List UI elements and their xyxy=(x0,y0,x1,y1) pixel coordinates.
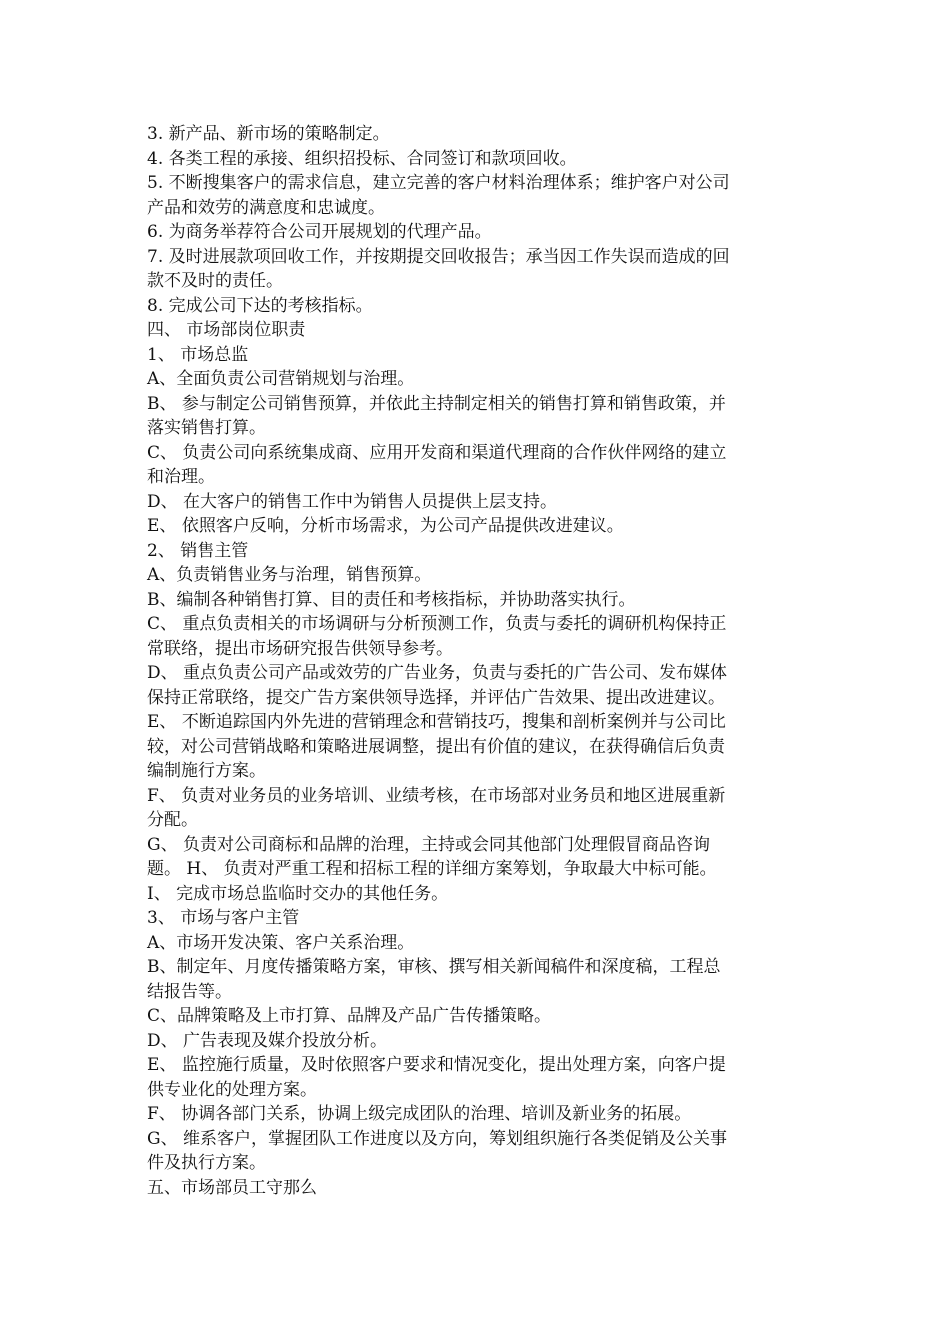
text-line: D、 重点负责公司产品或效劳的广告业务，负责与委托的广告公司、发布媒体 xyxy=(147,663,728,683)
subsection-heading: 1、 市场总监 xyxy=(147,344,249,365)
text-line: 和治理。 xyxy=(147,467,215,487)
text-line: C、品牌策略及上市打算、品牌及产品广告传播策略。 xyxy=(147,1006,552,1026)
text-line: 6. 为商务举荐符合公司开展规划的代理产品。 xyxy=(147,222,492,242)
text-line: 结报告等。 xyxy=(147,981,232,1002)
text-line: C、 重点负责相关的市场调研与分析预测工作，负责与委托的调研机构保持正 xyxy=(147,614,727,634)
text-line: F、 协调各部门关系，协调上级完成团队的治理、培训及新业务的拓展。 xyxy=(147,1104,692,1124)
text-line: 供专业化的处理方案。 xyxy=(147,1079,317,1100)
text-line: 款不及时的责任。 xyxy=(147,271,283,291)
text-line: A、负责销售业务与治理，销售预算。 xyxy=(147,565,432,585)
text-line: 5. 不断搜集客户的需求信息，建立完善的客户材料治理体系；维护客户对公司 xyxy=(147,173,730,193)
text-line: B、编制各种销售打算、目的责任和考核指标，并协助落实执行。 xyxy=(147,589,636,610)
text-line: G、 维系客户，掌握团队工作进度以及方向，筹划组织施行各类促销及公关事 xyxy=(147,1128,727,1149)
text-line: I、 完成市场总监临时交办的其他任务。 xyxy=(147,883,449,904)
text-line: 件及执行方案。 xyxy=(147,1153,266,1173)
text-line: E、 依照客户反响，分析市场需求，为公司产品提供改进建议。 xyxy=(147,516,624,536)
text-line: 编制施行方案。 xyxy=(147,761,266,781)
text-line: 落实销售打算。 xyxy=(147,418,266,438)
text-line: D、 广告表现及媒介投放分析。 xyxy=(147,1030,388,1051)
text-line: E、 监控施行质量，及时依照客户要求和情况变化，提出处理方案，向客户提 xyxy=(147,1055,726,1075)
text-line: E、 不断追踪国内外先进的营销理念和营销技巧，搜集和剖析案例并与公司比 xyxy=(147,712,726,732)
document-body xyxy=(147,122,803,1200)
text-line: 8. 完成公司下达的考核指标。 xyxy=(147,295,373,316)
text-line: G、 负责对公司商标和品牌的治理，主持或会同其他部门处理假冒商品咨询 xyxy=(147,834,710,855)
text-line: D、 在大客户的销售工作中为销售人员提供上层支持。 xyxy=(147,491,558,512)
text-line: 题。 H、 负责对严重工程和招标工程的详细方案筹划，争取最大中标可能。 xyxy=(147,859,717,879)
text-line: F、 负责对业务员的业务培训、业绩考核，在市场部对业务员和地区进展重新 xyxy=(147,785,726,806)
text-line: 较，对公司营销战略和策略进展调整，提出有价值的建议，在获得确信后负责 xyxy=(147,736,725,757)
text-line: A、市场开发决策、客户关系治理。 xyxy=(147,932,415,953)
section-heading: 五、市场部员工守那么 xyxy=(147,1177,317,1198)
subsection-heading: 3、 市场与客户主管 xyxy=(147,908,300,928)
section-heading: 四、 市场部岗位职责 xyxy=(147,320,306,340)
text-line: 分配。 xyxy=(147,810,198,830)
text-line: A、全面负责公司营销规划与治理。 xyxy=(147,369,415,389)
text-line: 7. 及时进展款项回收工作，并按期提交回收报告；承当因工作失误而造成的回 xyxy=(147,246,730,267)
text-line: 保持正常联络，提交广告方案供领导选择，并评估广告效果、提出改进建议。 xyxy=(147,687,725,708)
subsection-heading: 2、 销售主管 xyxy=(147,540,249,561)
text-line: 4. 各类工程的承接、组织招投标、合同签订和款项回收。 xyxy=(147,148,577,169)
text-line: B、 参与制定公司销售预算，并依此主持制定相关的销售打算和销售政策，并 xyxy=(147,393,726,414)
text-line: B、制定年、月度传播策略方案，审核、撰写相关新闻稿件和深度稿，工程总 xyxy=(147,957,721,977)
text-line: C、 负责公司向系统集成商、应用开发商和渠道代理商的合作伙伴网络的建立 xyxy=(147,442,727,463)
text-line: 产品和效劳的满意度和忠诚度。 xyxy=(147,197,385,218)
text-line: 常联络，提出市场研究报告供领导参考。 xyxy=(147,638,453,659)
text-line: 3. 新产品、新市场的策略制定。 xyxy=(147,124,390,144)
